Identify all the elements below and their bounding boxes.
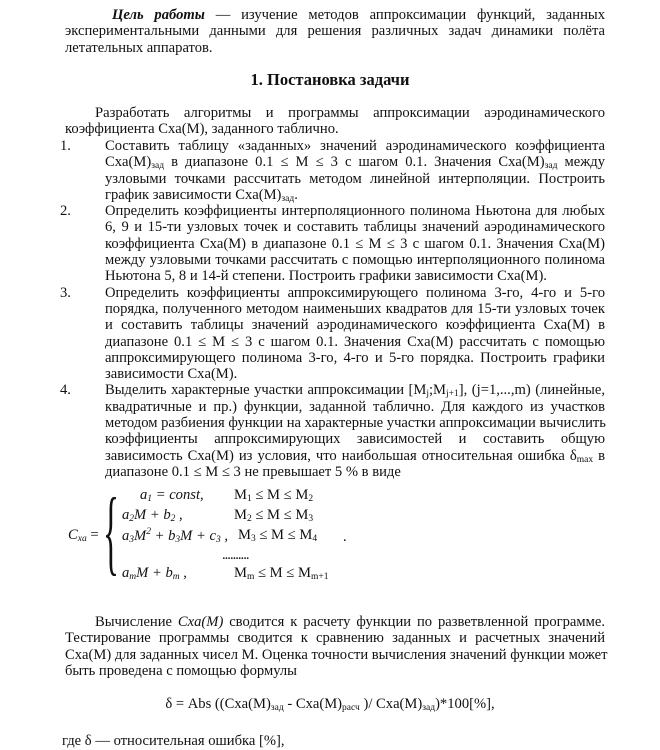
text-run: , [175,507,183,523]
text-run: между [557,154,606,171]
text-line [105,399,605,415]
subscript: зад [270,703,284,713]
subscript: 3 [308,514,314,524]
text-run: Определить коэффициенты аппроксимирующего полинома 3-го, 4-го и 5-го [105,284,605,301]
task-paragraph [65,105,605,138]
text-run: M [234,565,247,581]
text-run: квадратичные и пр.) функции, заданной таблично. Для каждого из участков [105,398,605,415]
text-line [105,350,605,366]
formula-expression [140,487,204,504]
text-line [105,268,605,284]
list-item [60,284,605,383]
task-list [60,138,606,480]
text-run: узловыми точками рассчитать методом линейной интерполяции. Построить [105,170,605,187]
text-run: M [234,507,247,523]
text-run: ≤ M ≤ M [254,565,311,581]
goal-paragraph [65,7,605,56]
formula-expression [122,507,183,524]
text-run: ≤ M ≤ M [251,487,309,503]
text-run: Cxa(M) [105,154,152,171]
text-run: )*100[%], [435,696,495,712]
list-item [60,203,605,285]
text-run: Разработать алгоритмы и программы аппроксимации аэродинамического [95,105,605,121]
list-number: 1. [60,138,71,154]
text-run: в [593,447,605,464]
text-run: аппроксимирующего полинома 3-го, 4-го и 5-го порядка. Построить графики [105,349,605,366]
section-heading: 1. Постановка задачи [250,70,410,89]
text-run: и составить таблицы значений аэродинамического коэффициента Cxa(M) в [105,317,605,334]
text-run: порядка, полученного методом наименьших квадратов для 15-ти узловых точек [105,300,605,317]
text-run: зависимость Cxa(M) из условия, что наибольшая относительная ошибка δ [105,447,577,464]
text-line [105,334,605,350]
list-item-text [105,203,605,284]
text-run: летательных аппаратов. [65,39,213,56]
formula-range [234,507,313,524]
text-run: Ньютона 5, 8 и 14-й степени. Построить графики зависимости Cxa(M). [105,268,547,285]
text-line [105,317,605,333]
text-run: )/ Cxa(M) [359,696,423,712]
subscript: зад [422,703,436,713]
text-line [105,415,605,431]
subscript: 3 [129,535,135,545]
text-run: = const, [152,487,204,503]
text-run: ], (j=1,...,m) (линейные, [458,382,605,399]
subscript: 3 [175,535,181,545]
subscript: 2 [246,514,252,524]
list-item [60,138,606,204]
where-text: где δ — относительная ошибка [%], [62,733,285,749]
subscript: m [129,572,137,582]
text-line [105,448,605,464]
text-run: , [220,528,228,544]
calc-paragraph [65,614,608,679]
subscript: зад [544,161,558,172]
text-run: a [122,507,130,523]
subscript: max [576,454,594,465]
text-line [65,40,605,56]
text-run: M + b [134,507,171,523]
formula-range [234,565,328,582]
subscript: 4 [312,534,318,544]
formula-period: . [343,529,347,545]
text-line [65,614,605,630]
list-number: 4. [60,382,71,399]
text-run: δ = Abs ((Cxa(M) [165,696,271,712]
subscript: m [172,572,180,582]
list-item [60,382,606,480]
text-run: сводится к расчету функции по разветвленной программе. [223,614,606,630]
text-run: методом разбиения функции на характерные участки аппроксимации вычислить [105,415,606,432]
text-line [105,203,605,219]
formula-brace: { [103,478,119,584]
text-line [65,105,605,121]
subscript: m [246,572,255,582]
text-line [105,187,605,203]
text-line [105,382,605,398]
text-run: + b [150,528,176,544]
text-run: экспериментальными данными для решения различных задач динамики полёта [65,23,605,40]
superscript: 2 [146,527,151,537]
text-run: Цель работы [112,7,205,23]
formula-range [234,487,313,504]
text-run: коэффициенты аппроксимирующих зависимостей и составить общую [105,431,605,448]
text-run: Cxa(M) [177,614,224,630]
text-run: Определить коэффициенты интерполяционного полинома Ньютона для любых [105,203,605,220]
subscript: 1 [147,494,153,504]
subscript: 3 [215,535,221,545]
subscript: 3 [250,534,256,544]
text-line [65,7,605,23]
text-run: a [140,487,148,503]
text-line [105,252,605,268]
text-line [65,663,605,679]
text-run: , [179,565,187,581]
subscript: j [426,389,429,400]
text-run: M [134,528,147,544]
text-line [105,301,605,317]
text-line [105,154,605,170]
formula-ellipsis: .......... [222,547,249,563]
text-line [105,171,605,187]
subscript: j+1 [446,389,459,400]
text-run: 6, 9 и 15-ти узловых точек и составить таблицы значений аэродинамического [105,219,605,236]
text-run: диапазоне 0.1 ≤ M ≤ 3 с шагом 0.1. Значения Cxa(M) рассчитать с помощью [105,333,605,350]
text-line [105,285,605,301]
subscript: 1 [246,494,252,504]
text-run: M + b [136,565,173,581]
text-run: коэффициента Cxa(M) в диапазоне 0.1 ≤ M ≤ 3 с шагом 0.1. Значения Cxa(M) [105,235,605,252]
subscript: зад [151,161,165,172]
subscript: расч [342,703,360,713]
text-run: M [238,527,251,543]
text-run: Cxa(M) для заданных чисел M. Оценка точности вычисления значений функции может [65,646,608,663]
text-run: ≤ M ≤ M [255,527,313,543]
text-run: M [234,487,247,503]
text-run: ;M [429,382,447,399]
subscript: m+1 [310,572,329,582]
piecewise-formula [60,478,440,587]
error-formula [0,696,660,713]
text-run: в диапазоне 0.1 ≤ M ≤ 3 с шагом 0.1. Значения Cxa(M) [164,154,545,171]
text-run: — изучение методов аппроксимации функций, заданных [204,7,606,23]
list-item-text [105,285,605,383]
text-run: быть проведена с помощью формулы [65,662,297,679]
text-run: . [294,186,298,203]
formula-range [238,527,317,544]
text-run: ≤ M ≤ M [251,507,309,523]
text-line [105,219,605,235]
text-line [105,236,605,252]
text-run: a [122,528,130,544]
text-run: зависимости Cxa(M). [105,366,238,383]
formula-expression [122,527,228,545]
text-run: - Cxa(M) [283,696,343,712]
text-line [105,464,605,480]
subscript: 2 [170,514,176,524]
text-line [65,121,605,137]
text-line [105,431,605,447]
subscript: 2 [308,494,314,504]
list-number: 3. [60,284,71,301]
subscript: зад [281,193,295,204]
formula-expression [122,565,187,582]
text-line [65,646,608,663]
text-line [105,138,605,154]
text-run: a [122,565,130,581]
text-run: диапазоне 0.1 ≤ M ≤ 3 не превышает 5 % в виде [105,463,401,480]
text-run: Выделить характерные участки аппроксимации [M [105,382,427,399]
text-line [65,630,605,646]
text-run: график зависимости Cxa(M) [105,186,282,203]
text-run: между узловыми точками рассчитать с помощью интерполяционного полинома [105,252,605,269]
text-run: коэффициента Cxa(M), заданного таблично. [65,121,339,138]
formula-lhs: $C_{xa}$ = [68,527,99,544]
subscript: 2 [129,514,135,524]
list-item-text [105,382,605,480]
text-run: M + c [180,528,216,544]
list-number: 2. [60,203,71,220]
text-run: Вычисление [95,614,178,630]
text-run: Тестирование программы сводится к сравнению заданных и расчетных значений [65,630,605,647]
list-item-text [105,138,605,203]
text-line [105,366,605,382]
text-line [65,23,605,39]
text-run: Составить таблицу «заданных» значений аэродинамического коэффициента [105,138,605,154]
